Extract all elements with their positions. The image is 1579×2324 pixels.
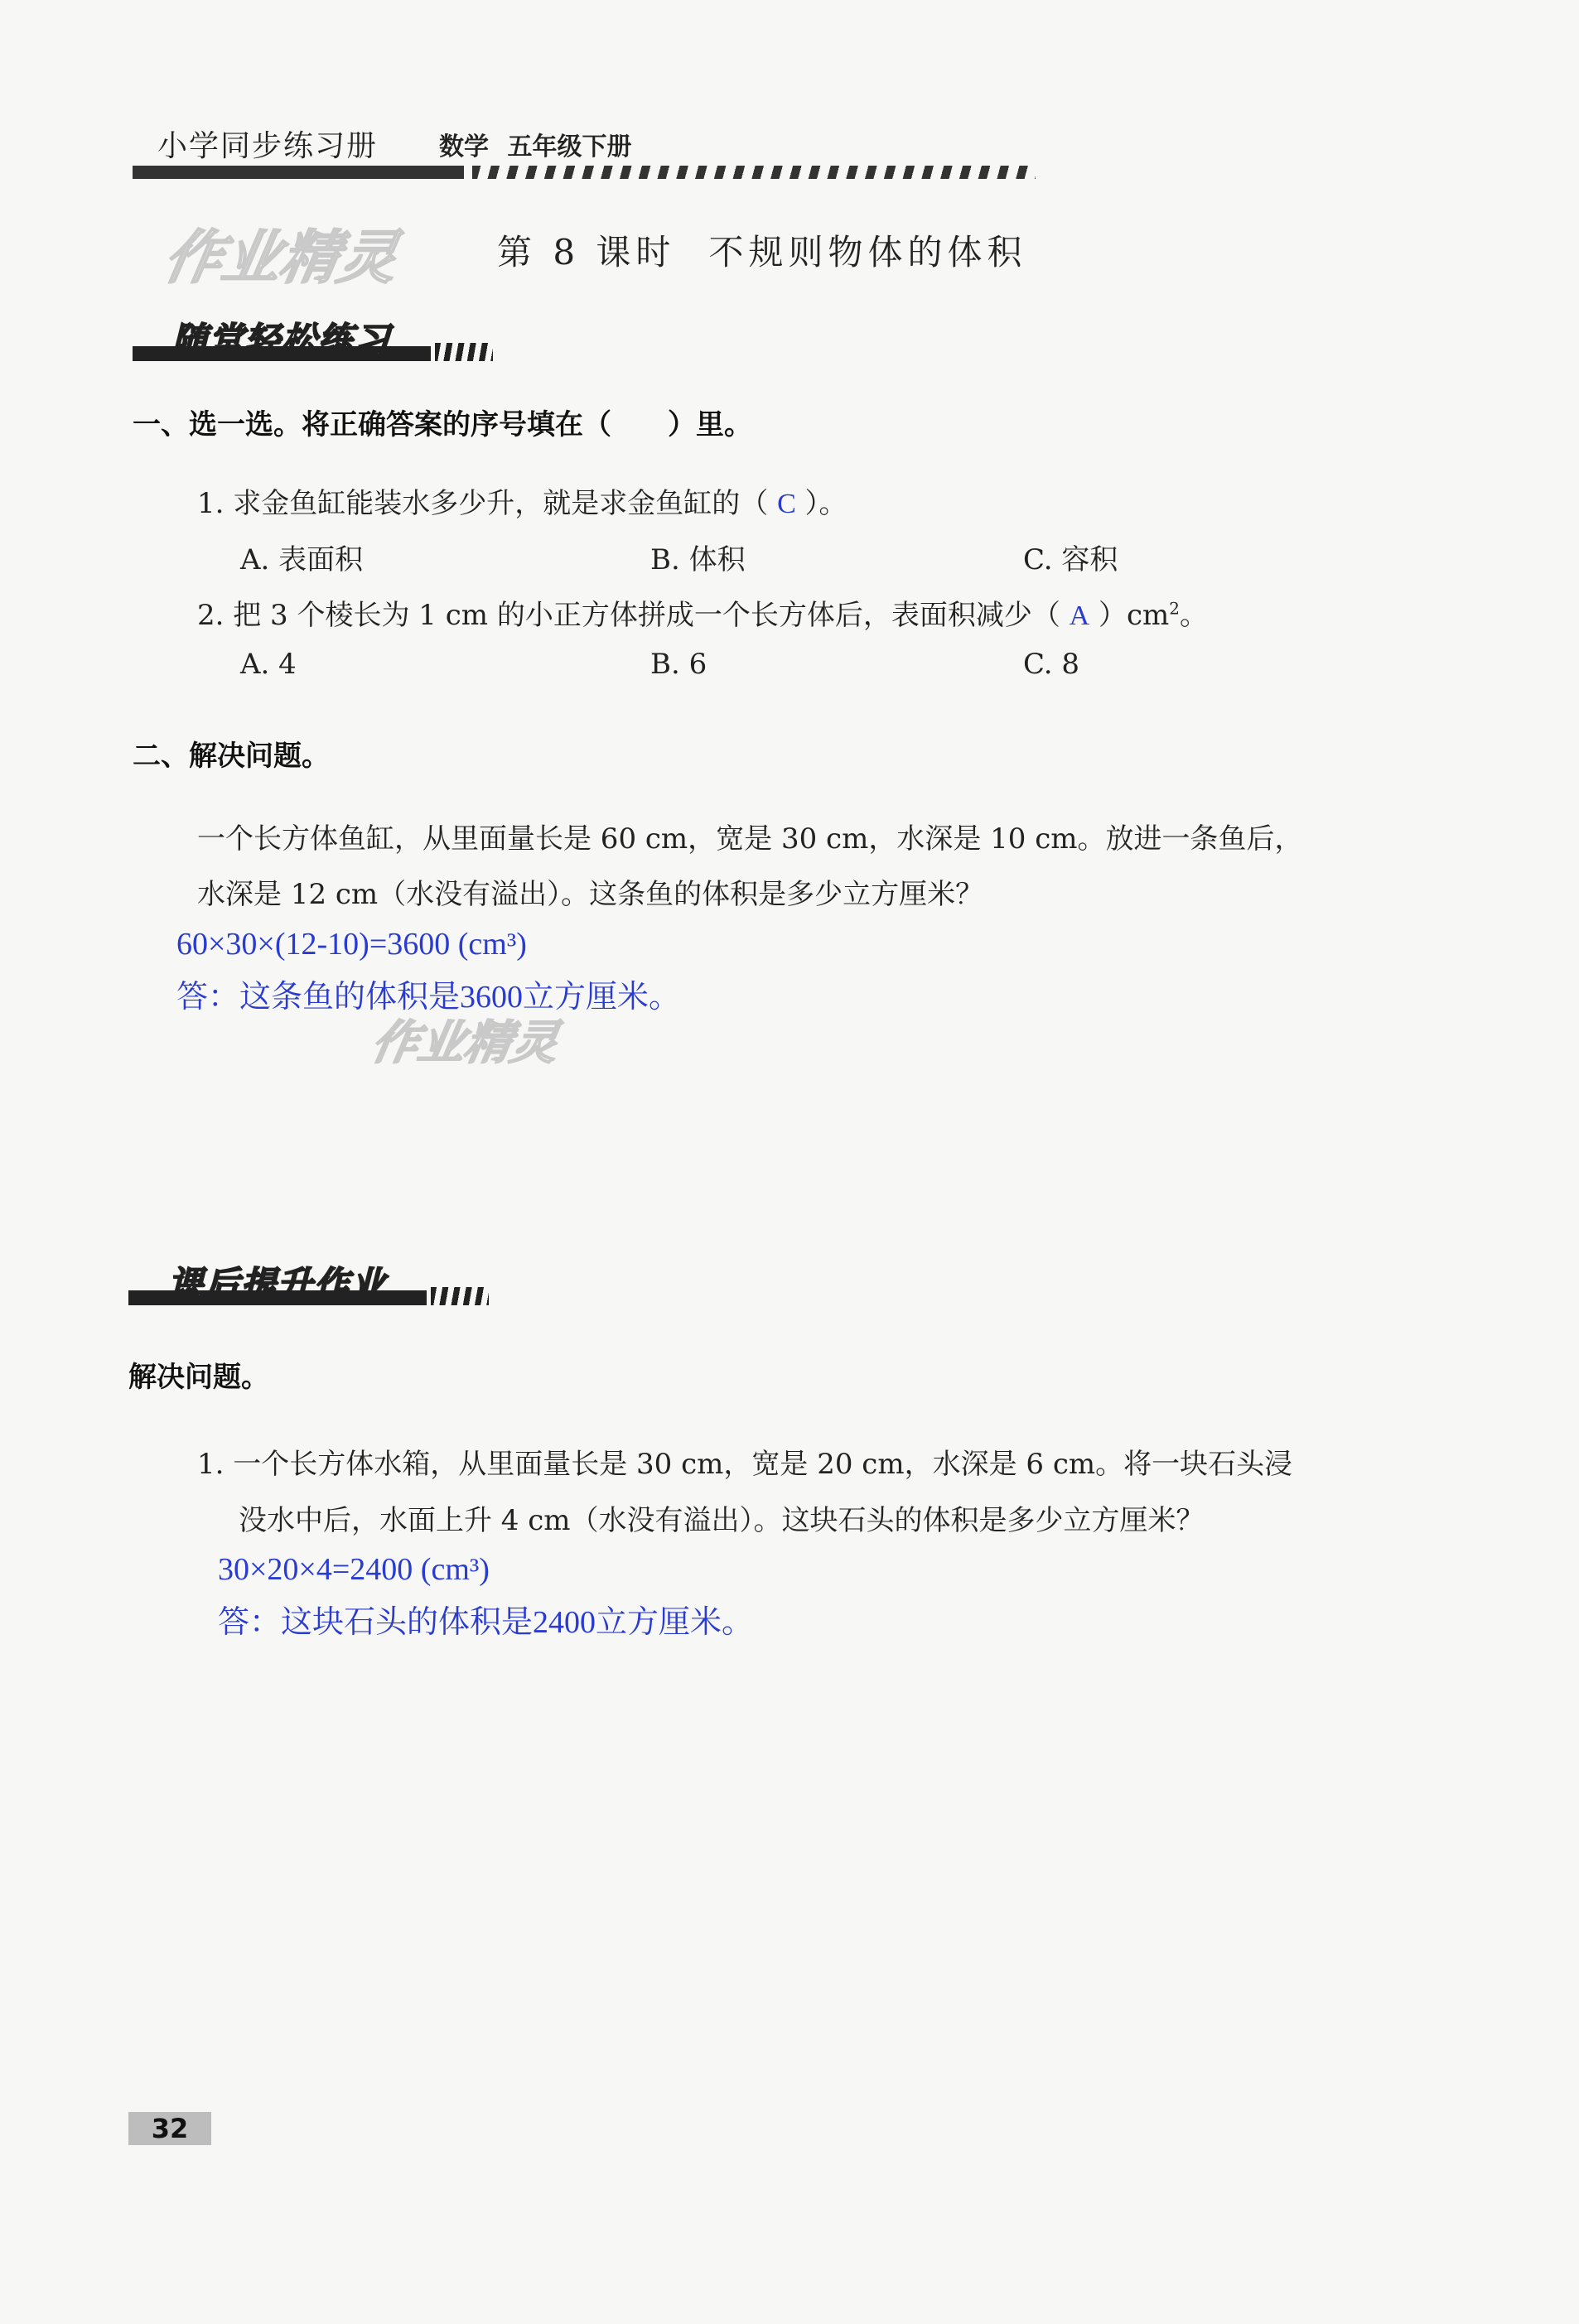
answer-fish-calc: 60×30×(12-10)=3600 (cm³) [176, 927, 527, 962]
question-1: 1. 求金鱼缸能装水多少升，就是求金鱼缸的（ C ）。 [197, 487, 847, 520]
answer-stone-calc: 30×20×4=2400 (cm³) [218, 1552, 490, 1587]
section-banner-practice [133, 315, 497, 368]
watermark-top: 作业精灵 [158, 224, 403, 292]
lesson-title [497, 225, 1026, 275]
section-banner-label: 课后提升作业 [168, 1264, 388, 1304]
problem-stone-line2: 没水中后，水面上升 4 cm（水没有溢出）。这块石头的体积是多少立方厘米？ [239, 1504, 1205, 1537]
problem-fish-line1: 一个长方体鱼缸，从里面量长是 60 cm，宽是 30 cm，水深是 10 cm。放进一条鱼后， [197, 822, 1303, 856]
grade: 五年级下册 [507, 133, 632, 162]
page-number: 32 [128, 2112, 211, 2145]
section-banner-label: 随堂轻松练习 [172, 320, 392, 360]
question-2: 2. 把 3 个棱长为 1 cm 的小正方体拼成一个长方体后，表面积减少（ A ）$cm^2$。 [197, 598, 1209, 632]
q2-option-a: A. 4 [240, 648, 297, 681]
q2-option-b: B. 6 [650, 648, 707, 681]
lesson-name: 不规则物体的体积 [708, 232, 1027, 272]
part2-heading: 二、解决问题。 [133, 740, 330, 773]
answer-stone-text: 答：这块石头的体积是2400立方厘米。 [218, 1605, 754, 1640]
part1-heading: 一、选一选。将正确答案的序号填在（ ）里。 [133, 408, 752, 441]
answer-fish-text: 答：这条鱼的体积是3600立方厘米。 [176, 980, 681, 1015]
subject-grade [439, 126, 631, 162]
q1-option-c: C. 容积 [1023, 543, 1118, 576]
unit-superscript: 2 [1169, 598, 1181, 619]
q1-option-b: B. 体积 [650, 543, 746, 576]
problem-fish-line2: 水深是 12 cm（水没有溢出）。这条鱼的体积是多少立方厘米？ [197, 878, 984, 911]
problem-stone-line1: 1. 一个长方体水箱，从里面量长是 30 cm，宽是 20 cm，水深是 6 cm。将一块石头浸 [197, 1448, 1293, 1481]
q2-option-c: C. 8 [1023, 648, 1080, 681]
section-banner-homework [128, 1259, 493, 1312]
subject: 数学 [439, 133, 489, 162]
answer-q1: C [777, 489, 796, 519]
q1-option-a: A. 表面积 [240, 543, 364, 576]
watermark-middle: 作业精灵 [367, 1016, 563, 1070]
lesson-number: 第 8 课时 [497, 232, 676, 272]
series-title: 小学同步练习册 [157, 129, 379, 163]
section2-heading: 解决问题。 [128, 1361, 269, 1394]
answer-q2: A [1069, 600, 1090, 631]
header-rule [133, 166, 903, 179]
